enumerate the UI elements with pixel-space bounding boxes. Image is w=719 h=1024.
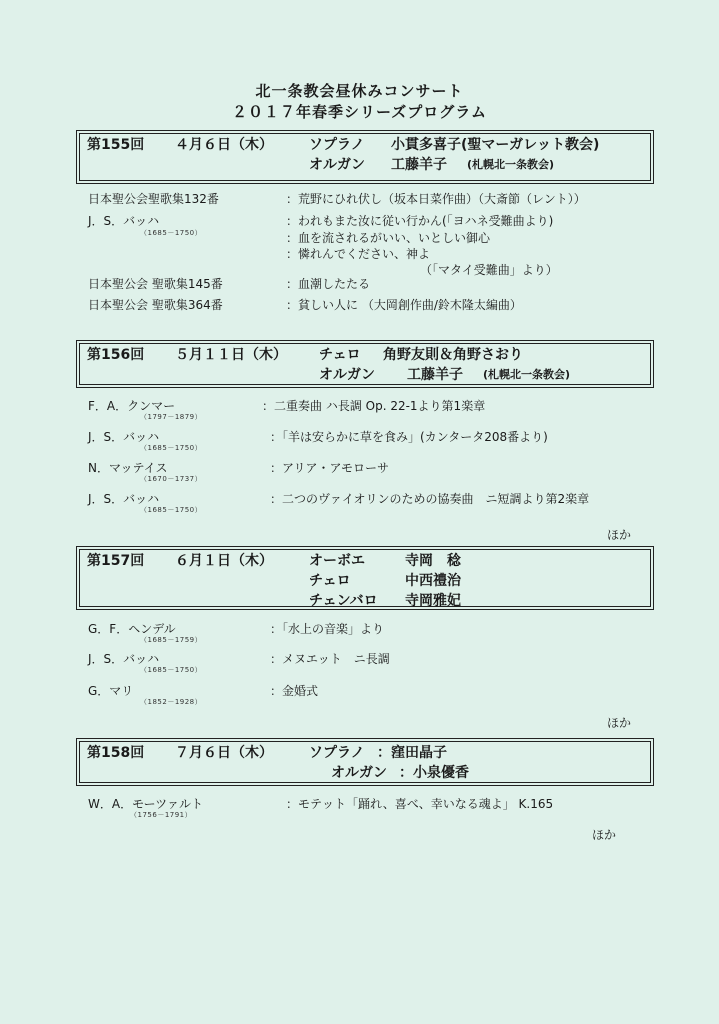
performer-role: ソプラノ <box>309 745 365 761</box>
composer-years: （1685－1750） <box>140 506 203 514</box>
work: ：「水上の音楽」より <box>270 622 385 636</box>
concert-158-header <box>76 738 654 786</box>
work: ：金婚式 <box>270 684 319 698</box>
composer: J．S．バッハ <box>88 652 160 666</box>
composer-years: （1685－1750） <box>140 229 203 237</box>
performer-name: ：窪田晶子 <box>377 745 447 761</box>
composer-years: （1685－1759） <box>140 636 203 644</box>
performer-name: 寺岡雅妃 <box>405 593 461 609</box>
work: ：二重奏曲 ハ長調 Op. 22-1より第1楽章 <box>262 399 486 413</box>
work: ：モテット「踊れ、喜べ、幸いなる魂よ」 K.165 <box>286 797 554 811</box>
composer: G．マリ <box>88 684 134 698</box>
hoka-note: ほか <box>607 528 632 542</box>
work: ：二つのヴァイオリンのための協奏曲 ニ短調より第2楽章 <box>270 492 590 506</box>
concert-156-header <box>76 340 654 388</box>
hoka-note: ほか <box>592 828 617 842</box>
concert-155-header <box>76 130 654 184</box>
performer-role: チェンバロ <box>309 593 378 609</box>
composer: N．マッテイス <box>88 461 168 475</box>
concert-number: 第156回 <box>87 347 145 363</box>
performer-note: (札幌北一条教会) <box>467 158 555 171</box>
concert-number: 第155回 <box>87 137 145 153</box>
performer-name: 中西禮治 <box>405 573 461 589</box>
work: ：貧しい人に （大岡創作曲/鈴木隆太編曲） <box>286 298 522 312</box>
composer-years: （1685－1750） <box>140 444 203 452</box>
performer-role: オルガン <box>331 765 387 781</box>
header-line2: ２０１７年春季シリーズプログラム <box>231 103 488 121</box>
composer: F．A．クンマー <box>88 399 176 413</box>
composer-years: （1670－1737） <box>140 475 203 483</box>
concert-157-header <box>76 546 654 610</box>
performer-role: チェロ <box>309 573 351 589</box>
concert-date: ７月６日（木） <box>175 745 273 761</box>
performer-name: 工藤羊子 <box>391 157 447 173</box>
performer-name: 寺岡 稔 <box>405 553 461 569</box>
work: ：荒野にひれ伏し（坂本日菜作曲）（大斎節（レント）） <box>286 192 586 206</box>
composer: 日本聖公会 聖歌集145番 <box>88 277 223 291</box>
performer-role: チェロ <box>319 347 361 363</box>
concert-date: ４月６日（木） <box>175 137 273 153</box>
work: ：憐れんでください、神よ <box>286 247 431 261</box>
composer: W．A．モーツァルト <box>88 797 203 811</box>
hoka-note: ほか <box>607 716 632 730</box>
performer-name: 小貫多喜子(聖マーガレット教会) <box>391 137 600 153</box>
work: ：「羊は安らかに草を食み」(カンタータ208番より) <box>270 430 548 444</box>
concert-date: ６月１日（木） <box>175 553 273 569</box>
composer: J．S．バッハ <box>88 214 160 228</box>
composer: G．F．ヘンデル <box>88 622 176 636</box>
work: ：血を流されるがいい、いとしい御心 <box>286 231 491 245</box>
concert-date: ５月１１日（木） <box>175 347 287 363</box>
composer-years: （1797－1879） <box>140 413 203 421</box>
performer-name: 角野友則＆角野さおり <box>383 347 523 363</box>
composer: 日本聖公会 聖歌集364番 <box>88 298 223 312</box>
performer-role: オルガン <box>319 367 375 383</box>
work: ：血潮したたる <box>286 277 371 291</box>
work: （「マタイ受難曲」より） <box>420 263 558 277</box>
work: ：アリア・アモローサ <box>270 461 390 475</box>
composer: J．S．バッハ <box>88 430 160 444</box>
performer-role: オーボエ <box>309 553 365 569</box>
performer-name: ：小泉優香 <box>399 765 469 781</box>
performer-role: ソプラノ <box>309 137 365 153</box>
performer-name: 工藤羊子 <box>407 367 463 383</box>
work: ：われもまた汝に従い行かん(「ヨハネ受難曲より) <box>286 214 554 228</box>
performer-role: オルガン <box>309 157 365 173</box>
performer-note: (札幌北一条教会) <box>483 368 571 381</box>
composer-years: （1685－1750） <box>140 666 203 674</box>
concert-number: 第158回 <box>87 745 145 761</box>
composer-years: （1852－1928） <box>140 698 203 706</box>
composer: J．S．バッハ <box>88 492 160 506</box>
concert-number: 第157回 <box>87 553 145 569</box>
composer: 日本聖公会聖歌集132番 <box>88 192 219 206</box>
work: ：メヌエット ニ長調 <box>270 652 390 666</box>
header-line1: 北一条教会昼休みコンサート <box>255 82 464 100</box>
composer-years: （1756－1791） <box>130 811 193 819</box>
